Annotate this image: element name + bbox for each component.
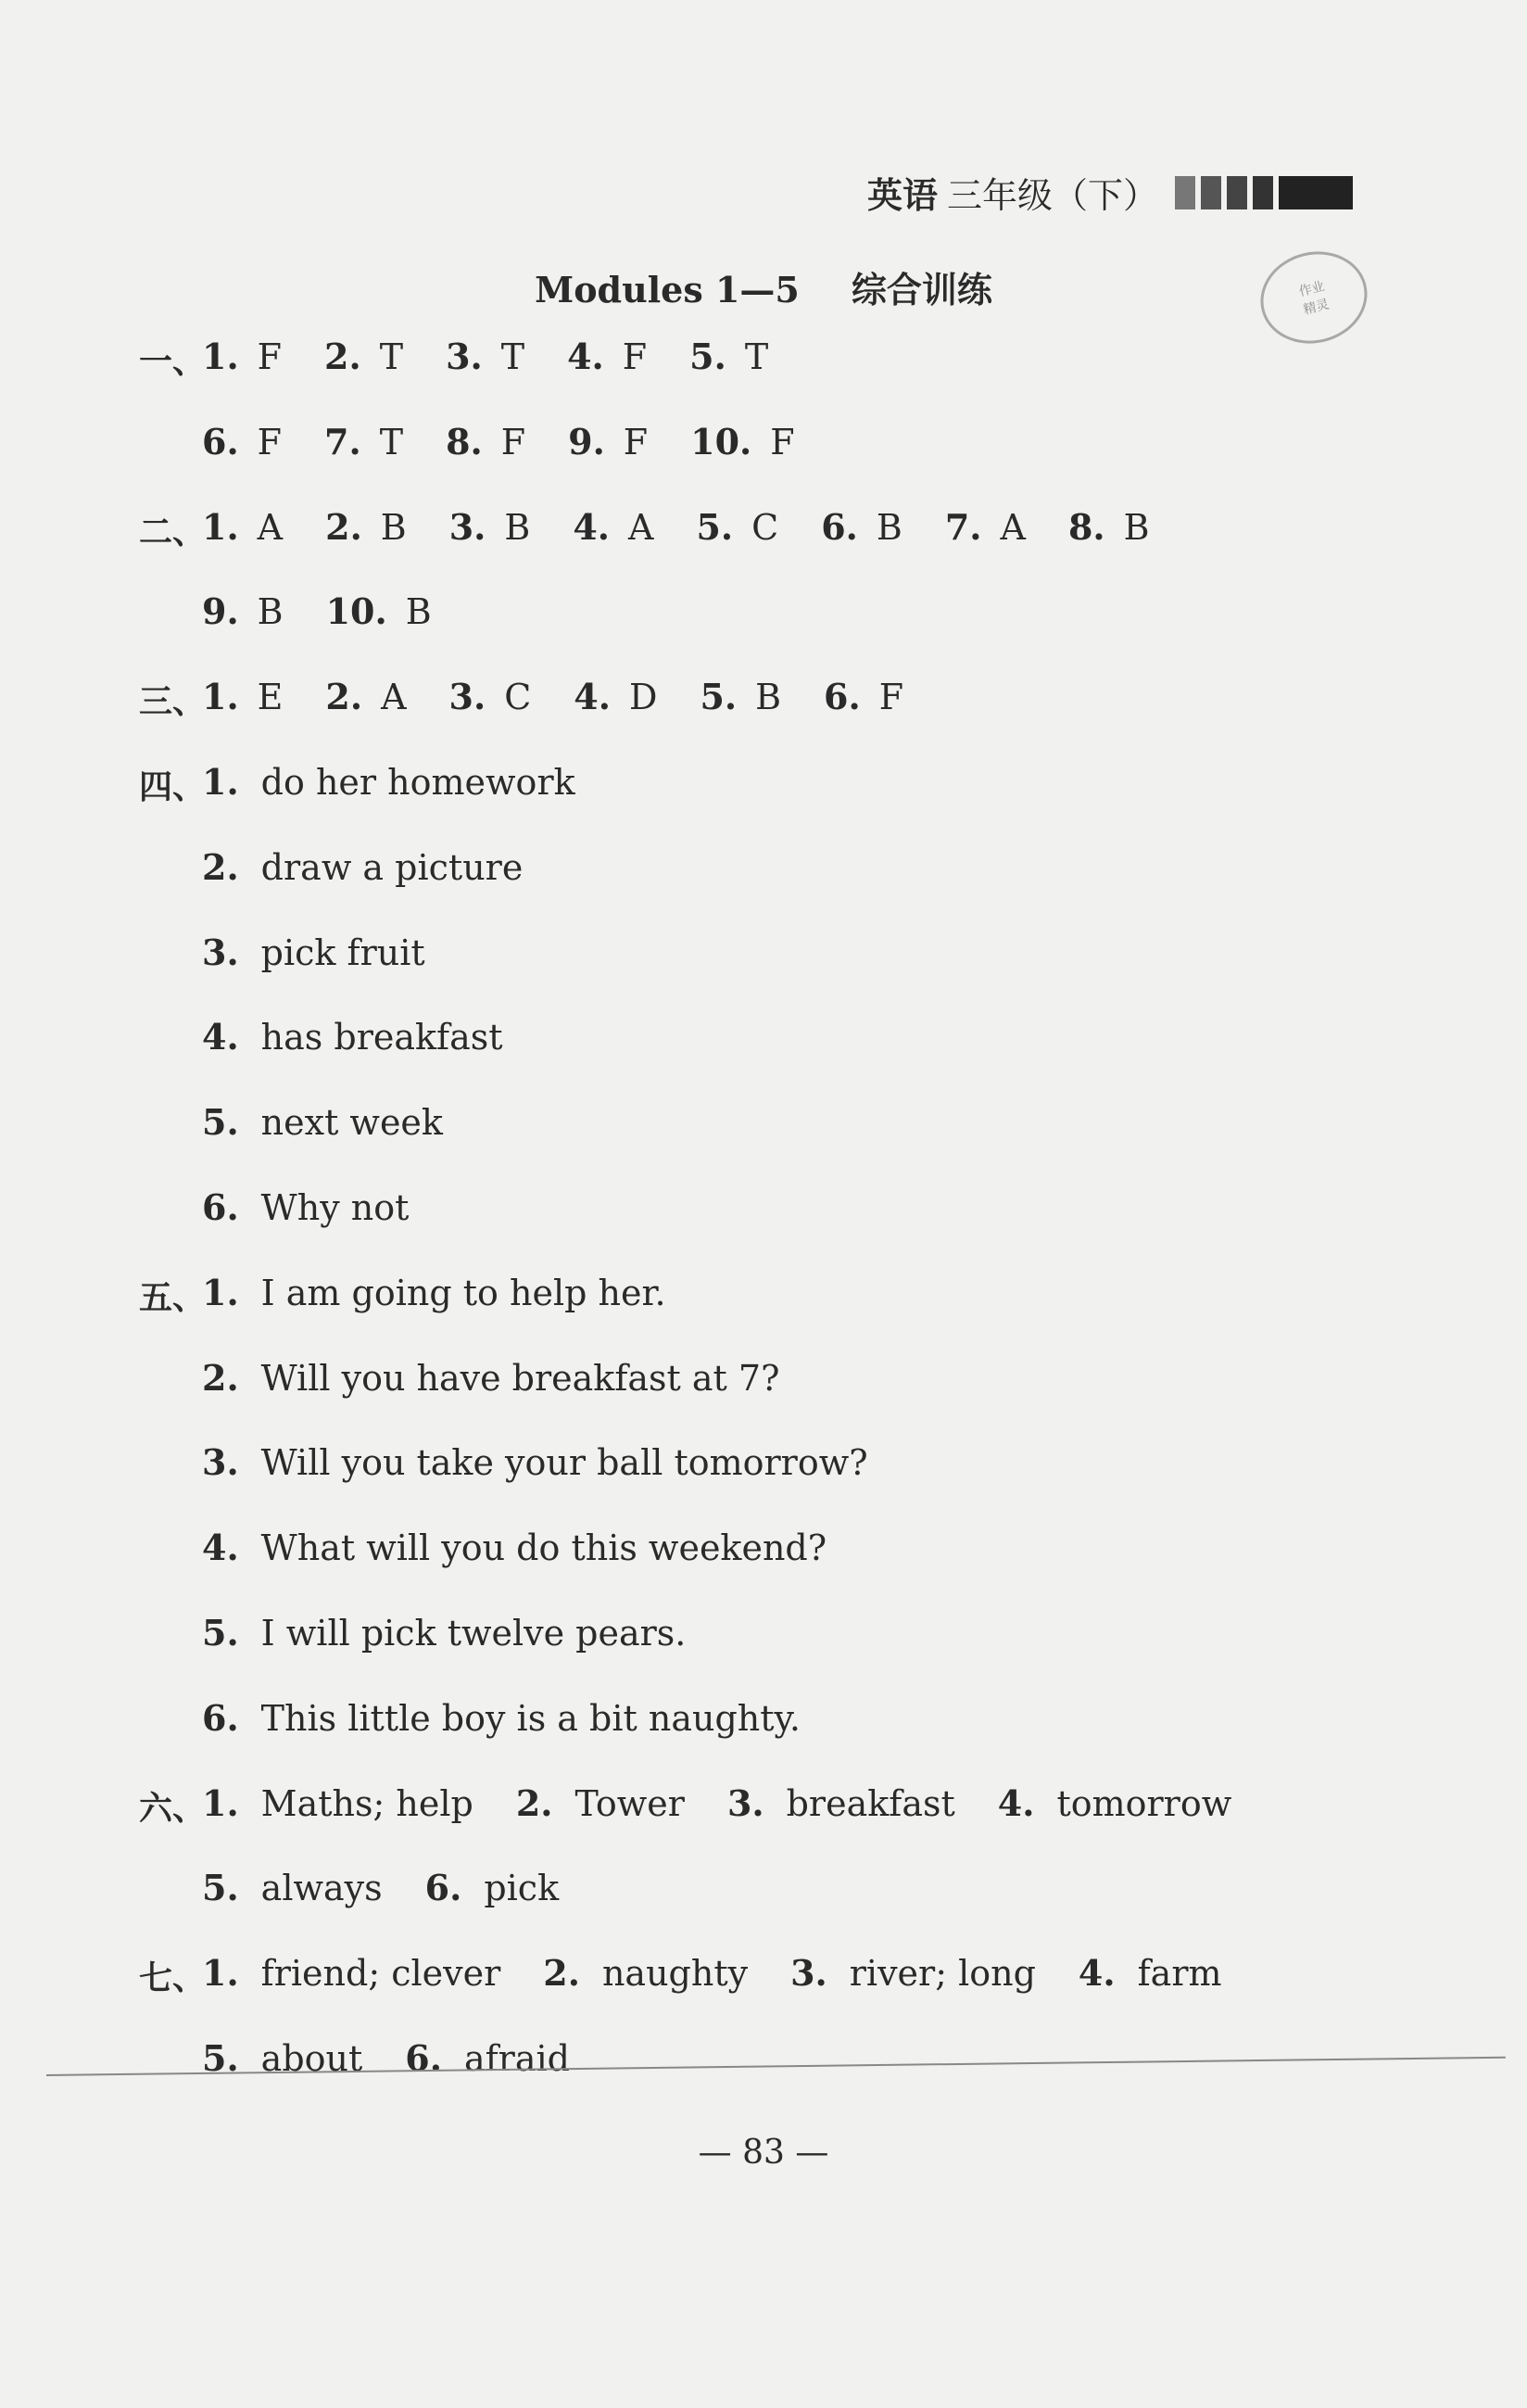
item-answer: F <box>770 421 795 463</box>
section-label: 七、 <box>139 1959 207 1998</box>
item-number: 4. <box>997 1781 1035 1824</box>
item-number: 1. <box>202 336 239 377</box>
item-number: 1. <box>202 761 239 803</box>
item-number: 9. <box>568 420 605 463</box>
item-answer: A <box>1000 506 1026 548</box>
answer-item <box>689 336 768 377</box>
answer-item <box>696 506 778 548</box>
item-number: 4. <box>1078 1952 1116 1995</box>
item-answer: F <box>257 421 283 463</box>
item-answer: F <box>257 336 283 377</box>
item-number: 2. <box>324 336 361 377</box>
answer-item <box>202 1782 473 1824</box>
item-answer: has breakfast <box>260 1017 503 1058</box>
section-label: 四、 <box>139 768 207 806</box>
answer-item <box>202 932 425 973</box>
item-answer: E <box>257 677 284 718</box>
item-answer: B <box>1123 506 1150 548</box>
item-answer: F <box>500 421 526 463</box>
answer-item <box>202 1441 868 1483</box>
item-number: 2. <box>515 1781 553 1824</box>
item-number: 5. <box>700 676 738 718</box>
answer-items <box>202 1441 911 1483</box>
item-number: 4. <box>567 336 604 377</box>
answer-item <box>202 1527 827 1568</box>
item-answer: Will you have breakfast at 7? <box>260 1357 780 1399</box>
answer-item <box>325 506 407 548</box>
item-number: 4. <box>202 1016 239 1058</box>
answer-item <box>567 336 647 377</box>
answer-item <box>202 1357 779 1399</box>
item-number: 1. <box>202 1781 239 1824</box>
item-answer: Tower <box>574 1782 685 1824</box>
page-number: — 83 — <box>698 2134 829 2172</box>
answer-items <box>202 1186 451 1228</box>
item-number: 5. <box>689 336 726 377</box>
item-number: 4. <box>574 676 611 718</box>
item-number: 5. <box>202 1612 239 1654</box>
item-number: 6. <box>202 1696 239 1739</box>
item-answer: D <box>628 677 658 718</box>
item-answer: B <box>405 591 432 633</box>
item-number: 2. <box>325 505 362 548</box>
answer-items <box>202 1272 709 1313</box>
answer-item <box>202 1186 409 1228</box>
answer-item <box>573 506 653 548</box>
item-number: 10. <box>325 590 387 633</box>
item-answer: Maths; help <box>260 1782 473 1824</box>
item-answer: This little boy is a bit naughty. <box>260 1697 801 1739</box>
answer-item <box>202 1016 503 1058</box>
stamp-logo: 作业 精灵 <box>1251 240 1377 354</box>
item-answer: F <box>622 336 648 377</box>
item-answer: T <box>500 336 525 377</box>
item-number: 3. <box>726 1781 764 1824</box>
item-answer: draw a picture <box>260 846 524 888</box>
item-number: 2. <box>325 676 363 718</box>
answer-item <box>202 506 283 548</box>
answer-item <box>202 1952 500 1994</box>
item-answer: afraid <box>463 2038 570 2079</box>
item-number: 6. <box>824 676 861 718</box>
item-number: 2. <box>202 845 239 888</box>
item-number: 4. <box>573 505 611 548</box>
answer-item <box>727 1782 955 1824</box>
subject-label: 英语 <box>866 175 938 216</box>
item-answer: F <box>878 677 904 718</box>
item-answer: breakfast <box>786 1782 955 1824</box>
item-number: 9. <box>202 590 239 633</box>
item-number: 3. <box>448 505 486 548</box>
answer-items <box>202 1952 1265 1994</box>
item-number: 6. <box>821 505 858 548</box>
title-en: Modules 1—5 <box>535 269 800 311</box>
answer-item <box>574 676 657 717</box>
item-number: 6. <box>202 1186 239 1228</box>
answer-item <box>202 1867 383 1908</box>
item-answer: do her homework <box>260 762 575 803</box>
item-number: 7. <box>944 505 982 548</box>
answer-item <box>202 421 282 463</box>
item-answer: naughty <box>601 1953 749 1995</box>
answer-item <box>516 1782 685 1824</box>
answer-item <box>945 506 1026 548</box>
section-label: 一、 <box>139 343 207 381</box>
answer-item <box>824 676 903 717</box>
answer-item <box>446 336 524 377</box>
item-answer: T <box>744 336 769 377</box>
section-label: 三、 <box>139 683 207 722</box>
item-answer: pick <box>484 1868 560 1909</box>
answer-items <box>202 1782 1274 1824</box>
answer-item <box>425 1867 559 1908</box>
item-answer: friend; clever <box>260 1953 501 1995</box>
answer-items <box>202 676 946 717</box>
answer-items <box>202 1357 822 1399</box>
section-label: 六、 <box>139 1789 207 1828</box>
item-answer: B <box>380 506 407 548</box>
answer-item <box>202 846 523 888</box>
answer-items <box>202 1867 601 1908</box>
answer-item <box>202 761 575 803</box>
answer-item <box>568 421 648 463</box>
item-answer: I am going to help her. <box>260 1272 666 1313</box>
item-number: 3. <box>448 676 486 718</box>
answer-item <box>202 1101 443 1143</box>
item-answer: B <box>876 506 902 548</box>
answer-item <box>202 336 282 377</box>
item-answer: farm <box>1137 1953 1222 1995</box>
answer-item <box>202 1272 666 1313</box>
answer-item <box>324 421 403 463</box>
answer-items <box>202 1101 486 1143</box>
item-number: 3. <box>202 931 239 973</box>
running-header <box>867 167 1353 218</box>
grade-label: 三年级（下） <box>946 175 1158 216</box>
answer-item <box>790 1952 1036 1994</box>
answer-items <box>202 1527 869 1568</box>
item-answer: river; long <box>849 1953 1036 1995</box>
item-number: 10. <box>690 420 752 463</box>
answer-item <box>325 676 406 717</box>
item-answer: T <box>379 421 404 463</box>
item-answer: B <box>257 591 284 633</box>
section-label: 二、 <box>139 513 207 551</box>
answer-item <box>543 1952 748 1994</box>
item-answer: C <box>504 677 532 718</box>
item-answer: B <box>504 506 531 548</box>
answer-item <box>449 676 532 717</box>
answer-item <box>202 590 284 632</box>
answer-items <box>202 1697 843 1739</box>
item-answer: Why not <box>260 1187 410 1228</box>
item-answer: next week <box>260 1102 443 1144</box>
header-bars-decoration <box>1175 176 1353 209</box>
answer-item <box>326 590 432 632</box>
answer-items <box>202 421 838 463</box>
item-number: 3. <box>790 1952 827 1995</box>
item-answer: Will you take your ball tomorrow? <box>260 1442 868 1484</box>
item-answer: I will pick twelve pears. <box>260 1613 687 1654</box>
answer-item <box>690 421 795 463</box>
item-number: 6. <box>424 1867 462 1909</box>
item-number: 5. <box>202 2037 239 2079</box>
answer-items <box>202 506 1193 548</box>
answer-item <box>324 336 403 377</box>
item-answer: pick fruit <box>260 932 425 973</box>
item-answer: A <box>381 677 407 718</box>
item-answer: always <box>260 1868 383 1909</box>
answer-items <box>202 1016 546 1058</box>
section-label: 五、 <box>139 1278 207 1317</box>
title-cn: 综合训练 <box>851 270 992 311</box>
item-number: 1. <box>202 1952 239 1995</box>
item-number: 1. <box>202 676 239 718</box>
item-number: 8. <box>446 420 483 463</box>
item-answer: tomorrow <box>1056 1782 1232 1824</box>
item-number: 2. <box>543 1952 580 1995</box>
answer-item <box>449 506 531 548</box>
item-number: 5. <box>202 1867 239 1909</box>
item-answer: T <box>379 336 404 377</box>
answer-items <box>202 1612 728 1654</box>
answer-item <box>202 676 283 717</box>
answer-item <box>998 1782 1231 1824</box>
answer-items <box>202 590 474 632</box>
answer-items <box>202 932 468 973</box>
item-number: 1. <box>202 505 239 548</box>
item-answer: about <box>260 2038 363 2079</box>
answer-items <box>202 761 618 803</box>
item-number: 3. <box>446 336 483 377</box>
item-number: 6. <box>405 2037 442 2079</box>
item-number: 5. <box>696 505 734 548</box>
answer-item <box>202 1697 801 1739</box>
item-number: 8. <box>1067 505 1105 548</box>
item-number: 4. <box>202 1527 239 1569</box>
answer-item <box>821 506 902 548</box>
item-answer: A <box>257 506 284 548</box>
item-number: 5. <box>202 1101 239 1144</box>
answer-item <box>446 421 525 463</box>
item-answer: C <box>751 506 779 548</box>
item-number: 6. <box>202 420 239 463</box>
item-number: 1. <box>202 1271 239 1313</box>
item-number: 3. <box>202 1441 239 1484</box>
answer-item <box>1068 506 1150 548</box>
item-number: 7. <box>324 420 361 463</box>
item-number: 2. <box>202 1356 239 1399</box>
item-answer: B <box>755 677 782 718</box>
answer-items <box>202 336 811 377</box>
answer-item <box>202 1612 686 1654</box>
answer-items <box>202 846 565 888</box>
answer-item <box>405 2037 570 2079</box>
item-answer: A <box>628 506 654 548</box>
item-answer: F <box>623 421 649 463</box>
answer-item <box>1079 1952 1222 1994</box>
answer-item <box>700 676 781 717</box>
item-answer: What will you do this weekend? <box>260 1527 827 1569</box>
